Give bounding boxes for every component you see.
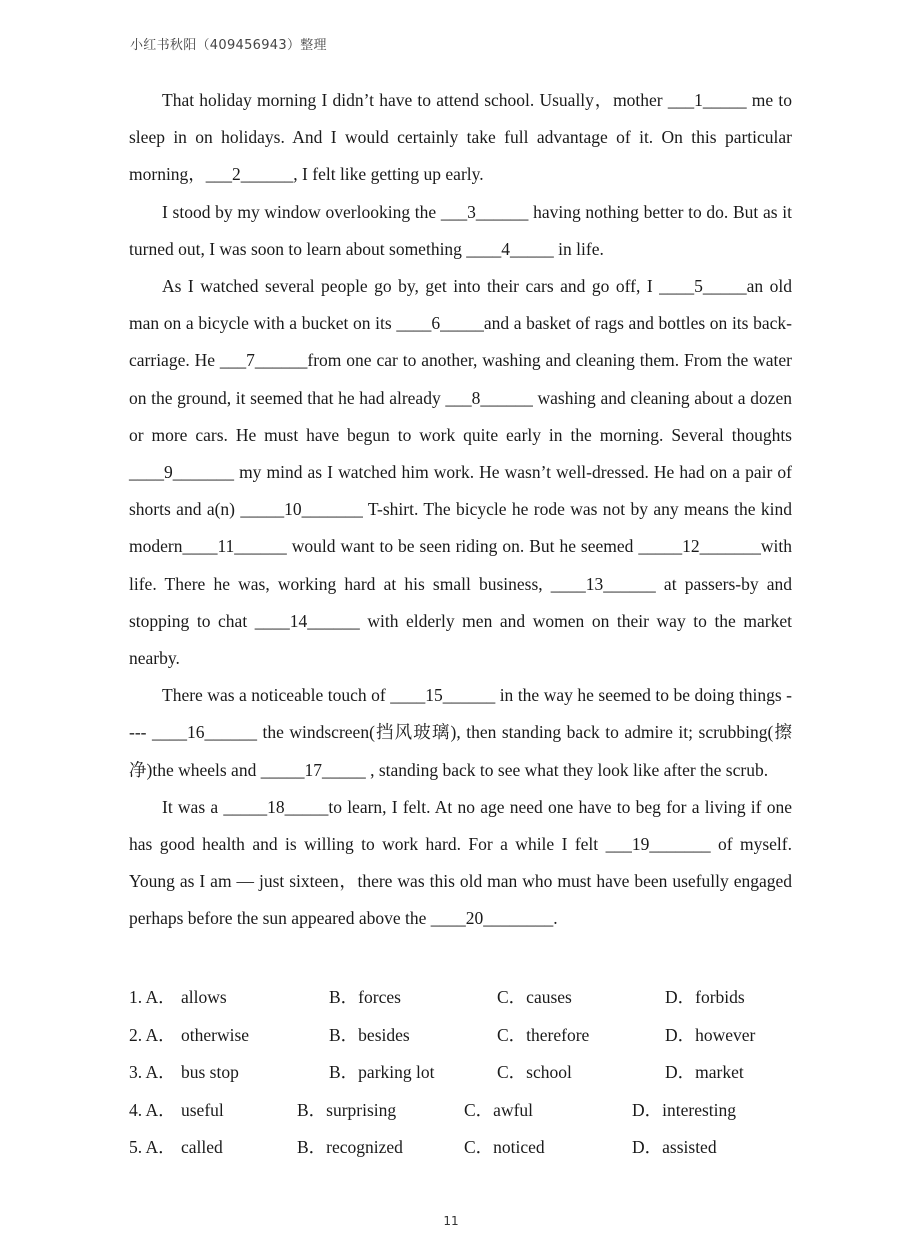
option-c: C．therefore [497,1024,590,1045]
option-a: bus stop [181,1062,239,1082]
option-b: B．surprising [297,1099,397,1120]
option-c: C．school [497,1062,572,1082]
paragraph: There was a noticeable touch of ____15______ in the way he seemed to be doing things ---- ____16______ the windscreen(挡风玻璃), then standing back to admire it; scrubbing(擦净)the wheels and _____17_____ , standing back to see what they look like after the scrub. [129,685,792,780]
page-header: 小红书秋阳（409456943）整理 [130,38,327,53]
question-number: 1. A． [129,987,176,1007]
option-d: D．however [665,1024,756,1045]
option-d: D．interesting [632,1099,737,1120]
option-row [129,979,792,1017]
paragraph: As I watched several people go by, get into their cars and go off, I ____5_____an old man on a bicycle with a bucket on its ____6_____and a basket of rags and bottles on its back-carriage. He ___7______from one car to another, washing and cleaning them. From the water on the ground, it seemed that he had already ___8______ washing and cleaning about a dozen or more cars. He must have begun to work quite early in the morning. Several thoughts ____9_______ my mind as I watched him work. He wasn’t well-dressed. He had on a pair of shorts and a(n) _____10_______ T-shirt. The bicycle he rode was not by any means the kind modern____11______ would want to be seen riding on. But he seemed _____12_______with life. There he was, working hard at his small business, ____13______ at passers-by and stopping to chat ____14______ with elderly men and women on their way to the market nearby. [129,276,792,669]
option-a: allows [181,987,227,1007]
cloze-passage [129,82,792,938]
option-d: D．assisted [632,1137,717,1157]
option-a: otherwise [181,1024,250,1045]
option-c: C．causes [497,987,572,1007]
option-a: useful [181,1099,224,1120]
option-c: C．awful [464,1099,534,1120]
option-c: C．noticed [464,1137,545,1157]
page-number: 11 [443,1214,459,1228]
paragraph: I stood by my window overlooking the ___3______ having nothing better to do. But as it turned out, I was soon to learn about something ____4_____ in life. [129,201,792,259]
question-number: 4. A． [129,1099,176,1120]
option-row [129,1017,792,1055]
option-b: B．recognized [297,1137,403,1157]
option-row [129,1054,792,1092]
option-b: B．forces [329,987,401,1007]
option-a: called [181,1137,223,1157]
option-d: D．market [665,1062,744,1082]
paragraph: That holiday morning I didn’t have to attend school. Usually，mother ___1_____ me to sleep in on holidays. And I would certainly take full advantage of it. On this particular morning，___2______, I felt like getting up early. [129,90,792,185]
option-b: B．parking lot [329,1062,435,1082]
paragraph: It was a _____18_____to learn, I felt. At no age need one have to beg for a living if one has good health and is willing to work hard. For a while I felt ___19_______ of myself. Young as I am — just sixteen，there was this old man who must have been usefully engaged perhaps before the sun appeared above the ____20________. [129,796,792,929]
question-number: 2. A． [129,1024,176,1045]
question-number: 3. A． [129,1062,176,1082]
option-row [129,1129,792,1167]
option-row [129,1092,792,1130]
answer-options [129,979,792,1167]
option-d: D．forbids [665,987,745,1007]
option-b: B．besides [329,1024,410,1045]
question-number: 5. A． [129,1137,176,1157]
